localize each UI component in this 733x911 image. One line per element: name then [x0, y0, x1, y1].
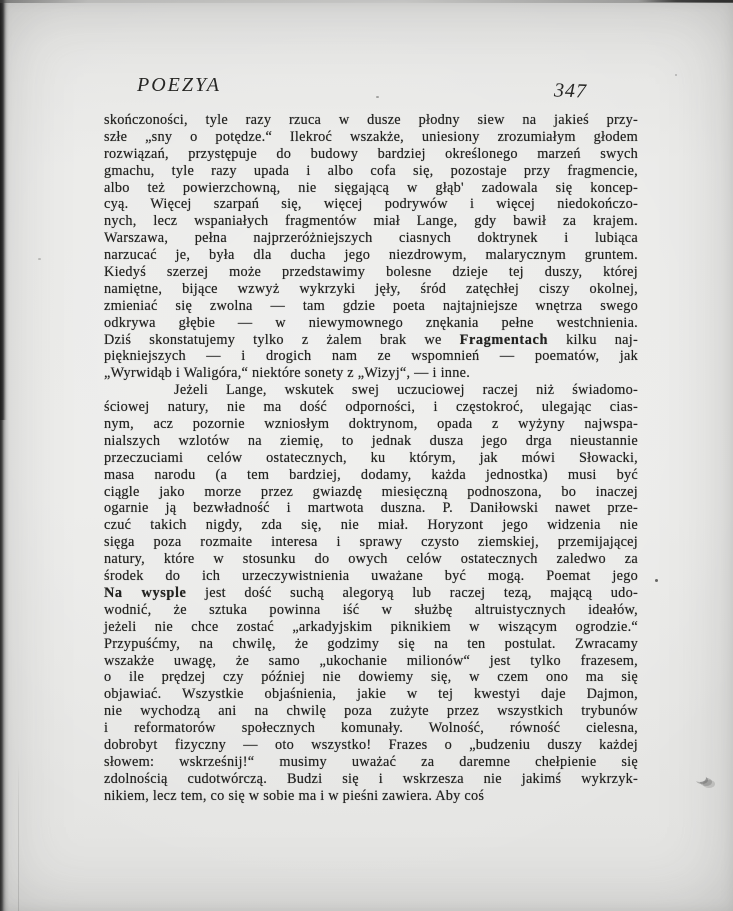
text-line	[104, 433, 638, 450]
text-line	[104, 602, 638, 619]
text-segment: namiętne, bijące wzwyż wykrzyki jęły, śród zatęchłej ciszy okolnej,	[104, 280, 638, 297]
text-segment: zdolnością cudotwórczą. Budzi się i wskrzesza nie jakimś wykrzyk-	[104, 770, 638, 787]
text-line	[104, 500, 638, 517]
underlying-page-edge-line	[18, 760, 19, 911]
scan-top-right-edge-line	[638, 0, 733, 2]
text-segment: kilku naj-	[548, 331, 639, 348]
text-segment: wszakże uwagę, że samo „ukochanie milionów“ jest tylko frazesem,	[104, 652, 638, 669]
bold-work-title: Fragmentach	[459, 331, 549, 348]
text-segment: wodnić, że sztuka powinna iść w służbę altruistycznych ideałów,	[104, 601, 638, 618]
text-segment: nie wychodzą ani na chwilę poza zużyte przez wszystkich trybunów	[104, 703, 638, 720]
text-line	[104, 399, 638, 416]
scan-speck	[38, 258, 41, 260]
text-line	[104, 146, 638, 163]
text-line	[104, 585, 638, 602]
text-line	[104, 467, 638, 484]
scan-speck	[655, 579, 658, 582]
text-line	[104, 788, 638, 805]
text-segment: nikiem, lecz tem, co się w sobie ma i w pieśni zawiera. Aby coś	[104, 787, 485, 804]
bold-work-title: Na wysple	[104, 584, 187, 601]
text-line	[104, 180, 638, 197]
text-line	[104, 517, 638, 534]
text-segment: Jeżeli Lange, wskutek swej uczuciowej raczej niż świadomo-	[174, 382, 638, 399]
text-line	[104, 281, 638, 298]
text-segment: nialszych wzlotów na ziemię, to jednak dusza jego drga nieustannie	[104, 432, 638, 449]
scan-smudge	[694, 774, 706, 782]
text-segment: ogarnie ją bezwładność i martwota duszna. P. Daniłowski nawet prze-	[104, 500, 638, 517]
text-line	[104, 315, 638, 332]
text-segment: objawiać. Wszystkie objaśnienia, jakie w tej kwestyi daje Dajmon,	[104, 686, 638, 703]
text-segment: i reformatorów społecznych komunały. Wolność, równość cielesna,	[104, 720, 638, 737]
text-segment: Warszawa, pełna najprzeróżniejszych ciasnych doktrynek i lubiąca	[104, 230, 638, 247]
scan-left-edge-dark-top	[0, 0, 7, 420]
text-segment: skończoności, tyle razy rzuca w dusze płodny siew na jakieś przy-	[104, 112, 638, 128]
text-segment: rozwiązań, przystępuje do budowy bardziej określonego marzeń swych	[104, 145, 638, 162]
text-line	[104, 112, 638, 129]
text-segment: odkrywa głębie — w niewymownego znękania pełne westchnienia.	[104, 314, 638, 331]
text-line	[104, 163, 638, 180]
text-line	[104, 669, 638, 686]
text-line	[104, 754, 638, 771]
text-segment: Kiedyś szerzej może przedstawimy bolesne dzieje tej duszy, której	[104, 264, 638, 281]
text-line	[104, 382, 638, 399]
text-segment: masa narodu (a tem bardziej, dodamy, każda jednostka) musi być	[104, 466, 638, 483]
text-segment: sięga poza rozmaite interesa i sprawy czysto ziemskiej, przemijającej	[104, 534, 638, 551]
scan-speck	[675, 74, 677, 76]
text-segment: przeczuciami celów ostatecznych, ku którym, jak mówi Słowacki,	[104, 449, 638, 466]
text-segment: „Wyrwidąb i Waligóra,“ niektóre sonety z „Wizyj“, — i inne.	[104, 365, 471, 382]
paragraph	[104, 112, 638, 382]
text-segment: gmachu, tyle razy upada i albo cofa się, pozostaje przy fragmencie,	[104, 162, 638, 179]
text-line	[104, 213, 638, 230]
text-line	[104, 636, 638, 653]
text-line	[104, 365, 638, 382]
text-line	[104, 653, 638, 670]
text-line	[104, 737, 638, 754]
text-segment: Dziś skonstatujemy tylko z żalem brak we	[104, 331, 460, 348]
text-segment: ciągle jako morze przez gwiazdę miesięczną podnoszona, bo inaczej	[104, 483, 638, 500]
text-segment: albo też powierzchowną, nie sięgającą w głąb' zadowala się koncep-	[104, 179, 638, 196]
text-segment: jeżeli nie chce zostać „arkadyjskim piknikiem w wiszącym ogrodzie.“	[104, 618, 638, 635]
text-line	[104, 348, 638, 365]
text-segment: środek do ich urzeczywistnienia uważane być mogą. Poemat jego	[104, 568, 638, 585]
text-segment: ściowej natury, nie ma dość odporności, i częstokroć, ulegając cias-	[104, 399, 638, 416]
running-title: POEZYA	[137, 74, 221, 96]
text-segment: czuć takich nigdy, zda się, nie miał. Horyzont jego widzenia nie	[104, 517, 638, 534]
text-line	[104, 129, 638, 146]
text-line	[104, 247, 638, 264]
scan-top-edge-shadow	[0, 0, 733, 3]
text-segment: jest dość suchą alegoryą lub raczej tezą, mającą udo-	[186, 584, 638, 601]
text-segment: Przypuśćmy, na chwilę, że godzimy się na ten postulat. Zwracamy	[104, 635, 638, 652]
text-line	[104, 264, 638, 281]
text-line	[104, 619, 638, 636]
text-segment: słowem: wskrześnij!“ musimy uważać za daremne chełpienie się	[104, 753, 638, 770]
text-segment: szłe „sny o potędze.“ Ilekroć wszakże, uniesiony zrozumiałym głodem	[104, 128, 638, 145]
text-line	[104, 484, 638, 501]
text-segment: nym, acz pozornie wzniosłym doktrynom, opada z wyżyny najwspa-	[104, 416, 638, 433]
text-line	[104, 450, 638, 467]
scan-speck	[376, 96, 379, 98]
text-line	[104, 720, 638, 737]
text-line	[104, 298, 638, 315]
text-segment: dobrobyt fizyczny — oto wszystko! Frazes o „budzeniu duszy każdej	[104, 736, 638, 753]
text-segment: zmieniać się zwolna — tam gdzie poeta najtajniejsze wnętrza swego	[104, 297, 638, 314]
text-line	[104, 416, 638, 433]
text-block	[104, 112, 638, 805]
text-line	[104, 568, 638, 585]
text-segment: piękniejszych — i drogich nam ze wspomnień — poematów, jak	[104, 348, 638, 365]
page-number: 347	[553, 79, 588, 103]
text-segment: nych, lecz wspaniałych fragmentów miał Lange, gdy bawił za krajem.	[104, 213, 638, 230]
text-line	[104, 686, 638, 703]
paragraph	[104, 382, 638, 804]
text-line	[104, 332, 638, 349]
text-line	[104, 703, 638, 720]
text-line	[104, 230, 638, 247]
text-segment: narzucać je, była dla ducha jego niezdrowym, malarycznym gruntem.	[104, 247, 638, 264]
text-segment: o ile prędzej czy później nie dowiemy się, w czem ono ma się	[104, 669, 638, 686]
text-line	[104, 551, 638, 568]
text-segment: cyą. Więcej szarpań się, więcej podrywów i więcej niedokończo-	[104, 196, 638, 213]
text-segment: natury, które w stosunku do owych celów ostatecznych zaledwo za	[104, 551, 638, 568]
text-line	[104, 771, 638, 788]
text-line	[104, 196, 638, 213]
text-line	[104, 534, 638, 551]
